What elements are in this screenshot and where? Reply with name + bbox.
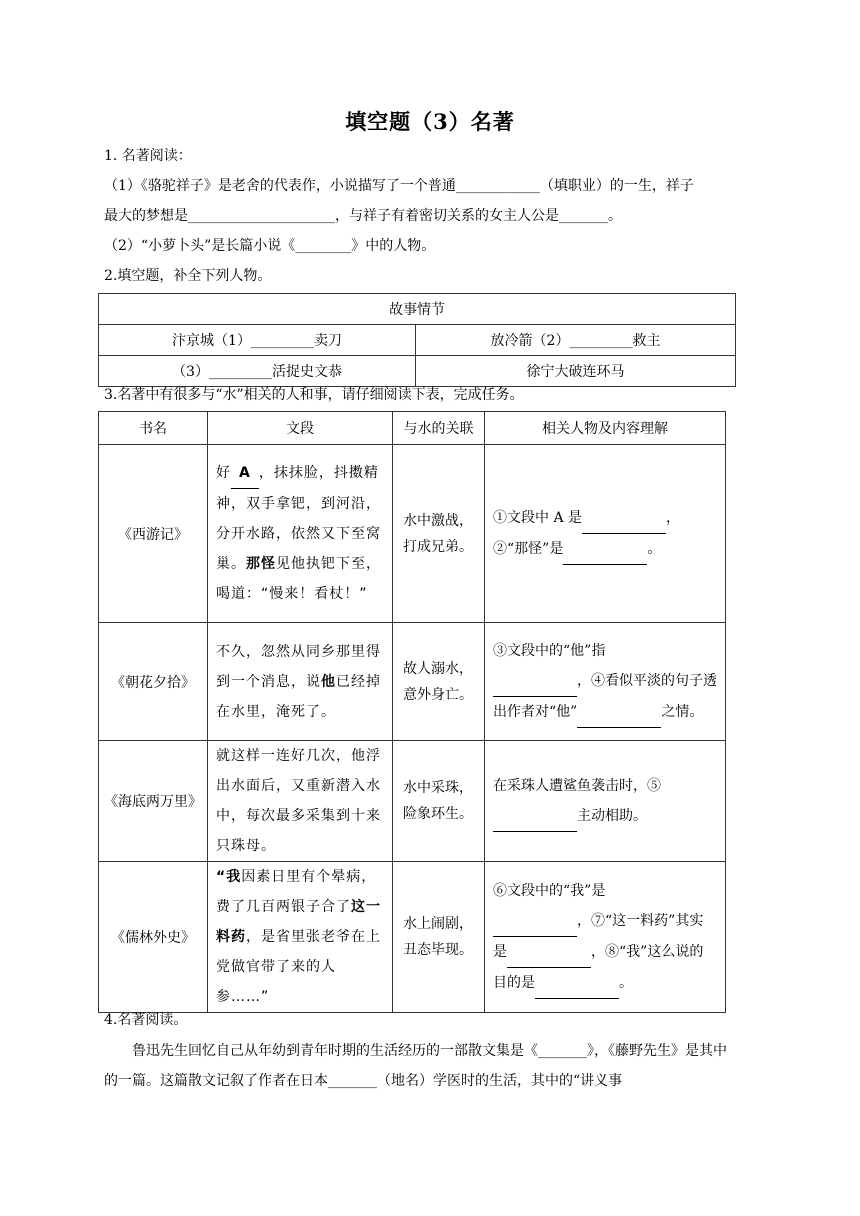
q1-part2: （2）“小萝卜头”是长篇小说《________》中的人物。 bbox=[104, 238, 436, 254]
q2-cell-2: 放冷箭（2）_________救主 bbox=[416, 325, 736, 356]
book-title: 《朝花夕拾》 bbox=[99, 623, 208, 741]
q2-heading: 2.填空题，补全下列人物。 bbox=[104, 268, 272, 284]
answer-blank bbox=[577, 697, 661, 728]
blank-marker-a: A bbox=[231, 458, 259, 489]
q2-cell-4: 徐宁大破连环马 bbox=[416, 356, 736, 387]
answer-notes: ①文段中 A 是 ， ②“那怪”是 。 bbox=[485, 445, 726, 623]
q3-header-excerpt: 文段 bbox=[208, 412, 393, 445]
q3-header-notes: 相关人物及内容理解 bbox=[485, 412, 726, 445]
answer-blank bbox=[535, 968, 619, 999]
excerpt: “我因素日里有个晕病，费了几百两银子合了这一料药，是省里张老爷在上党做官带了来的人参……” bbox=[208, 862, 393, 1013]
table-row bbox=[99, 445, 726, 623]
answer-notes: ③文段中的“他”指 ，④看似平淡的句子透出作者对“他” 之情。 bbox=[485, 623, 726, 741]
answer-blank bbox=[493, 666, 577, 697]
water-relation: 水中采珠，险象环生。 bbox=[393, 741, 485, 862]
q3-table-header-row bbox=[99, 412, 726, 445]
q2-cell-3: （3）_________活捉史文恭 bbox=[99, 356, 416, 387]
q2-cell-1: 汴京城（1）_________卖刀 bbox=[99, 325, 416, 356]
water-relation: 水中激战，打成兄弟。 bbox=[393, 445, 485, 623]
q2-table bbox=[98, 293, 736, 387]
answer-blank bbox=[507, 937, 591, 968]
q3-table bbox=[98, 411, 726, 1013]
book-title: 《西游记》 bbox=[99, 445, 208, 623]
excerpt: 就这样一连好几次，他浮出水面后，又重新潜入水中，每次最多采集到十来只珠母。 bbox=[208, 741, 393, 862]
water-relation: 水上闹剧，丑态毕现。 bbox=[393, 862, 485, 1013]
answer-blank bbox=[563, 534, 647, 565]
q3-header-relation: 与水的关联 bbox=[393, 412, 485, 445]
q1-heading: 1. 名著阅读： bbox=[104, 148, 192, 164]
answer-notes: ⑥文段中的“我”是 ，⑦“这一料药”其实是 ，⑧“我”这么说的目的是 。 bbox=[485, 862, 726, 1013]
page-title: 填空题（3）名著 bbox=[345, 109, 515, 134]
table-row bbox=[99, 623, 726, 741]
book-title: 《儒林外史》 bbox=[99, 862, 208, 1013]
q1-part1-line2: 最大的梦想是_____________________，与祥子有着密切关系的女主人公是_______。 bbox=[104, 208, 622, 224]
table-row bbox=[99, 741, 726, 862]
q4-heading: 4.名著阅读。 bbox=[104, 1012, 188, 1028]
q4-paragraph: 鲁迅先生回忆自己从年幼到青年时期的生活经历的一部散文集是《_______》，《藤野先生》是其中的一篇。这篇散文记叙了作者在日本_______（地名）学医时的生活，其中的“讲义事 bbox=[104, 1043, 727, 1089]
water-relation: 故人溺水，意外身亡。 bbox=[393, 623, 485, 741]
excerpt: 好 A ，抹抹脸，抖擞精神，双手拿钯，到河沿，分开水路，依然又下至窝巢。那怪见他执钯下至，喝道：“慢来！看杖！” bbox=[208, 445, 393, 623]
answer-blank bbox=[493, 906, 577, 937]
q2-table-header: 故事情节 bbox=[99, 294, 736, 325]
q1-part1-line1: （1）《骆驼祥子》是老舍的代表作，小说描写了一个普通____________（填职业）的一生，祥子 bbox=[104, 178, 694, 194]
answer-blank bbox=[493, 801, 577, 832]
q3-header-book: 书名 bbox=[99, 412, 208, 445]
table-row bbox=[99, 862, 726, 1013]
answer-notes: 在采珠人遭鲨鱼袭击时，⑤ 主动相助。 bbox=[485, 741, 726, 862]
book-title: 《海底两万里》 bbox=[99, 741, 208, 862]
excerpt: 不久，忽然从同乡那里得到一个消息，说他已经掉在水里，淹死了。 bbox=[208, 623, 393, 741]
answer-blank bbox=[582, 503, 666, 534]
q3-heading: 3.名著中有很多与“水”相关的人和事，请仔细阅读下表，完成任务。 bbox=[104, 387, 524, 403]
